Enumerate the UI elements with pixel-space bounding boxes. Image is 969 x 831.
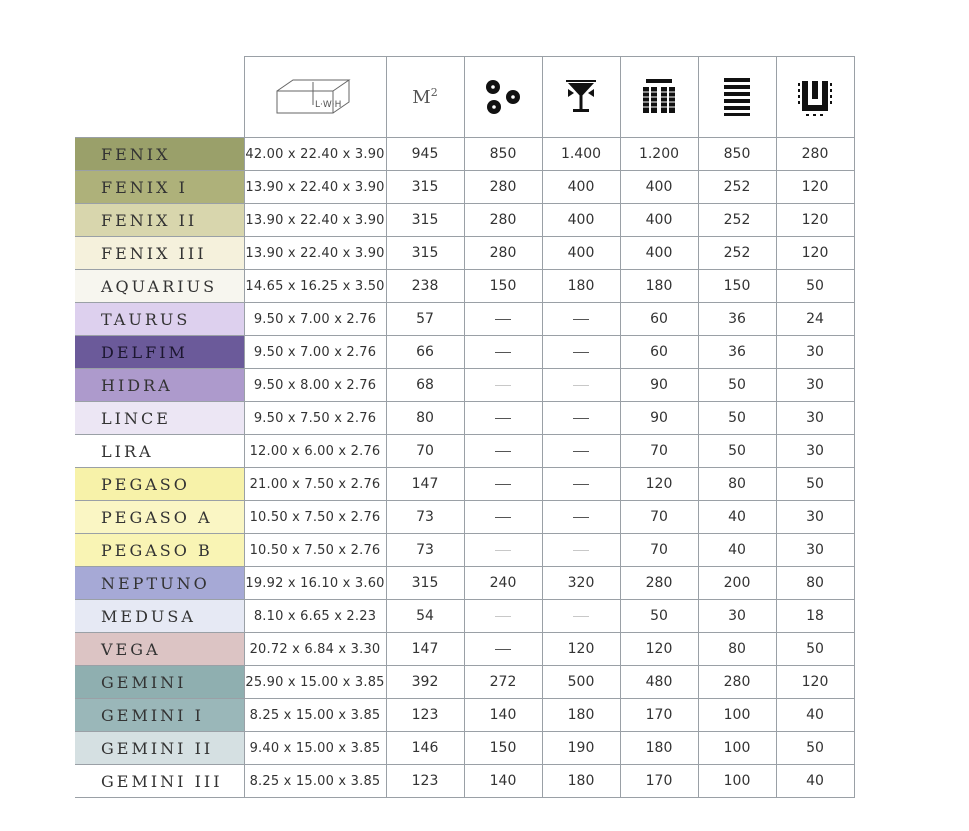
room-dimensions: 13.90 x 22.40 x 3.90 bbox=[244, 237, 386, 270]
table-row bbox=[75, 501, 854, 534]
not-available-dash bbox=[573, 517, 589, 518]
classroom-capacity: 200 bbox=[698, 567, 776, 600]
not-available-dash bbox=[495, 517, 511, 518]
room-name: MEDUSA bbox=[75, 600, 244, 633]
header-row bbox=[75, 57, 854, 138]
theatre-capacity: 60 bbox=[620, 336, 698, 369]
round-tables-icon bbox=[464, 57, 542, 138]
u-shape-capacity: 40 bbox=[776, 699, 854, 732]
u-shape-capacity: 24 bbox=[776, 303, 854, 336]
banquet-capacity: 280 bbox=[464, 171, 542, 204]
cocktail-capacity bbox=[542, 402, 620, 435]
not-available-dash bbox=[495, 352, 511, 353]
u-shape-capacity: 50 bbox=[776, 468, 854, 501]
classroom-capacity: 252 bbox=[698, 171, 776, 204]
room-area: 315 bbox=[386, 171, 464, 204]
not-available-dash bbox=[495, 451, 511, 452]
not-available-dash bbox=[573, 352, 589, 353]
room-dimensions: 9.40 x 15.00 x 3.85 bbox=[244, 732, 386, 765]
table-row bbox=[75, 633, 854, 666]
room-dimensions: 25.90 x 15.00 x 3.85 bbox=[244, 666, 386, 699]
room-dimensions: 9.50 x 7.50 x 2.76 bbox=[244, 402, 386, 435]
cocktail-capacity: 180 bbox=[542, 699, 620, 732]
capacity-table bbox=[75, 56, 855, 798]
room-dimensions: 14.65 x 16.25 x 3.50 bbox=[244, 270, 386, 303]
table-row bbox=[75, 600, 854, 633]
classroom-capacity: 50 bbox=[698, 435, 776, 468]
theatre-capacity: 170 bbox=[620, 765, 698, 798]
table-row bbox=[75, 468, 854, 501]
not-available-dash bbox=[573, 385, 589, 386]
u-shape-capacity: 30 bbox=[776, 501, 854, 534]
table-row bbox=[75, 303, 854, 336]
room-area: 123 bbox=[386, 765, 464, 798]
banquet-capacity: 272 bbox=[464, 666, 542, 699]
room-dimensions: 9.50 x 7.00 x 2.76 bbox=[244, 303, 386, 336]
area-header bbox=[386, 57, 464, 138]
banquet-capacity: 280 bbox=[464, 237, 542, 270]
theatre-capacity: 400 bbox=[620, 204, 698, 237]
not-available-dash bbox=[495, 649, 511, 650]
room-area: 80 bbox=[386, 402, 464, 435]
table-row bbox=[75, 171, 854, 204]
room-area: 392 bbox=[386, 666, 464, 699]
banquet-capacity: 850 bbox=[464, 138, 542, 171]
room-area: 315 bbox=[386, 567, 464, 600]
cocktail-capacity bbox=[542, 468, 620, 501]
cocktail-capacity bbox=[542, 435, 620, 468]
banquet-capacity: 240 bbox=[464, 567, 542, 600]
room-dimensions: 9.50 x 7.00 x 2.76 bbox=[244, 336, 386, 369]
theatre-capacity: 70 bbox=[620, 435, 698, 468]
not-available-dash bbox=[495, 319, 511, 320]
table-row bbox=[75, 435, 854, 468]
room-area: 315 bbox=[386, 237, 464, 270]
not-available-dash bbox=[495, 616, 511, 617]
theatre-capacity: 180 bbox=[620, 732, 698, 765]
room-name: FENIX II bbox=[75, 204, 244, 237]
room-area: 68 bbox=[386, 369, 464, 402]
classroom-capacity: 80 bbox=[698, 633, 776, 666]
cocktail-capacity bbox=[542, 600, 620, 633]
room-name: PEGASO A bbox=[75, 501, 244, 534]
room-area: 73 bbox=[386, 501, 464, 534]
theatre-capacity: 50 bbox=[620, 600, 698, 633]
dims-header-label: L·W·H bbox=[315, 100, 342, 110]
cocktail-capacity: 400 bbox=[542, 171, 620, 204]
cocktail-capacity: 400 bbox=[542, 237, 620, 270]
room-name: LIRA bbox=[75, 435, 244, 468]
room-area: 73 bbox=[386, 534, 464, 567]
u-shape-capacity: 120 bbox=[776, 237, 854, 270]
theatre-capacity: 400 bbox=[620, 237, 698, 270]
cocktail-capacity: 500 bbox=[542, 666, 620, 699]
cocktail-capacity: 400 bbox=[542, 204, 620, 237]
cocktail-capacity: 180 bbox=[542, 765, 620, 798]
room-dimensions: 12.00 x 6.00 x 2.76 bbox=[244, 435, 386, 468]
classroom-capacity: 36 bbox=[698, 303, 776, 336]
banquet-capacity bbox=[464, 402, 542, 435]
classroom-capacity: 40 bbox=[698, 501, 776, 534]
room-name: PEGASO bbox=[75, 468, 244, 501]
room-area: 66 bbox=[386, 336, 464, 369]
u-shape-layout-icon bbox=[776, 57, 854, 138]
theatre-layout-icon bbox=[620, 57, 698, 138]
not-available-dash bbox=[573, 484, 589, 485]
table-row bbox=[75, 666, 854, 699]
theatre-capacity: 180 bbox=[620, 270, 698, 303]
room-name: FENIX bbox=[75, 138, 244, 171]
not-available-dash bbox=[495, 484, 511, 485]
u-shape-capacity: 30 bbox=[776, 402, 854, 435]
classroom-capacity: 100 bbox=[698, 732, 776, 765]
banquet-capacity: 150 bbox=[464, 732, 542, 765]
table-row bbox=[75, 336, 854, 369]
u-shape-capacity: 50 bbox=[776, 732, 854, 765]
u-shape-capacity: 30 bbox=[776, 534, 854, 567]
banquet-capacity bbox=[464, 600, 542, 633]
header-corner bbox=[75, 57, 244, 138]
cocktail-icon bbox=[542, 57, 620, 138]
area-unit-label: $M^2$ bbox=[412, 86, 438, 108]
room-name: FENIX I bbox=[75, 171, 244, 204]
u-shape-capacity: 120 bbox=[776, 171, 854, 204]
theatre-capacity: 480 bbox=[620, 666, 698, 699]
theatre-capacity: 120 bbox=[620, 633, 698, 666]
banquet-capacity: 140 bbox=[464, 699, 542, 732]
theatre-capacity: 120 bbox=[620, 468, 698, 501]
room-name: VEGA bbox=[75, 633, 244, 666]
cocktail-capacity bbox=[542, 534, 620, 567]
room-name: FENIX III bbox=[75, 237, 244, 270]
u-shape-capacity: 30 bbox=[776, 369, 854, 402]
room-name: GEMINI bbox=[75, 666, 244, 699]
room-name: GEMINI II bbox=[75, 732, 244, 765]
room-area: 945 bbox=[386, 138, 464, 171]
classroom-capacity: 80 bbox=[698, 468, 776, 501]
classroom-capacity: 850 bbox=[698, 138, 776, 171]
banquet-capacity bbox=[464, 501, 542, 534]
room-name: PEGASO B bbox=[75, 534, 244, 567]
banquet-capacity bbox=[464, 468, 542, 501]
u-shape-capacity: 40 bbox=[776, 765, 854, 798]
classroom-capacity: 50 bbox=[698, 369, 776, 402]
theatre-capacity: 170 bbox=[620, 699, 698, 732]
room-area: 147 bbox=[386, 633, 464, 666]
classroom-capacity: 100 bbox=[698, 699, 776, 732]
room-dimensions: 13.90 x 22.40 x 3.90 bbox=[244, 204, 386, 237]
room-dimensions: 8.25 x 15.00 x 3.85 bbox=[244, 699, 386, 732]
classroom-capacity: 100 bbox=[698, 765, 776, 798]
room-dimensions: 19.92 x 16.10 x 3.60 bbox=[244, 567, 386, 600]
classroom-capacity: 252 bbox=[698, 204, 776, 237]
box-dimensions-icon bbox=[244, 57, 386, 138]
room-dimensions: 20.72 x 6.84 x 3.30 bbox=[244, 633, 386, 666]
table-row bbox=[75, 765, 854, 798]
room-area: 123 bbox=[386, 699, 464, 732]
room-dimensions: 42.00 x 22.40 x 3.90 bbox=[244, 138, 386, 171]
room-area: 238 bbox=[386, 270, 464, 303]
room-area: 146 bbox=[386, 732, 464, 765]
table-row bbox=[75, 369, 854, 402]
theatre-capacity: 400 bbox=[620, 171, 698, 204]
not-available-dash bbox=[573, 451, 589, 452]
banquet-capacity bbox=[464, 633, 542, 666]
banquet-capacity bbox=[464, 303, 542, 336]
banquet-capacity bbox=[464, 336, 542, 369]
theatre-capacity: 70 bbox=[620, 501, 698, 534]
room-dimensions: 13.90 x 22.40 x 3.90 bbox=[244, 171, 386, 204]
u-shape-capacity: 18 bbox=[776, 600, 854, 633]
u-shape-capacity: 280 bbox=[776, 138, 854, 171]
classroom-capacity: 150 bbox=[698, 270, 776, 303]
table-row bbox=[75, 402, 854, 435]
room-area: 70 bbox=[386, 435, 464, 468]
cocktail-capacity bbox=[542, 369, 620, 402]
cocktail-capacity: 180 bbox=[542, 270, 620, 303]
room-dimensions: 21.00 x 7.50 x 2.76 bbox=[244, 468, 386, 501]
theatre-capacity: 280 bbox=[620, 567, 698, 600]
room-area: 147 bbox=[386, 468, 464, 501]
room-dimensions: 8.25 x 15.00 x 3.85 bbox=[244, 765, 386, 798]
theatre-capacity: 1.200 bbox=[620, 138, 698, 171]
u-shape-capacity: 120 bbox=[776, 666, 854, 699]
cocktail-capacity bbox=[542, 501, 620, 534]
banquet-capacity bbox=[464, 369, 542, 402]
not-available-dash bbox=[495, 385, 511, 386]
room-area: 54 bbox=[386, 600, 464, 633]
u-shape-capacity: 50 bbox=[776, 270, 854, 303]
room-area: 315 bbox=[386, 204, 464, 237]
classroom-capacity: 36 bbox=[698, 336, 776, 369]
u-shape-capacity: 120 bbox=[776, 204, 854, 237]
room-name: HIDRA bbox=[75, 369, 244, 402]
not-available-dash bbox=[573, 550, 589, 551]
classroom-capacity: 30 bbox=[698, 600, 776, 633]
u-shape-capacity: 30 bbox=[776, 435, 854, 468]
not-available-dash bbox=[573, 616, 589, 617]
table-row bbox=[75, 270, 854, 303]
room-name: DELFIM bbox=[75, 336, 244, 369]
room-dimensions: 10.50 x 7.50 x 2.76 bbox=[244, 501, 386, 534]
room-name: GEMINI I bbox=[75, 699, 244, 732]
table-row bbox=[75, 567, 854, 600]
not-available-dash bbox=[495, 418, 511, 419]
not-available-dash bbox=[573, 319, 589, 320]
table-row bbox=[75, 204, 854, 237]
u-shape-capacity: 80 bbox=[776, 567, 854, 600]
room-name: LINCE bbox=[75, 402, 244, 435]
classroom-layout-icon bbox=[698, 57, 776, 138]
not-available-dash bbox=[573, 418, 589, 419]
banquet-capacity: 150 bbox=[464, 270, 542, 303]
cocktail-capacity bbox=[542, 303, 620, 336]
not-available-dash bbox=[495, 550, 511, 551]
room-name: TAURUS bbox=[75, 303, 244, 336]
table-row bbox=[75, 138, 854, 171]
theatre-capacity: 70 bbox=[620, 534, 698, 567]
table-row bbox=[75, 699, 854, 732]
banquet-capacity bbox=[464, 534, 542, 567]
room-area: 57 bbox=[386, 303, 464, 336]
room-name: NEPTUNO bbox=[75, 567, 244, 600]
room-dimensions: 10.50 x 7.50 x 2.76 bbox=[244, 534, 386, 567]
theatre-capacity: 90 bbox=[620, 369, 698, 402]
room-dimensions: 9.50 x 8.00 x 2.76 bbox=[244, 369, 386, 402]
u-shape-capacity: 50 bbox=[776, 633, 854, 666]
classroom-capacity: 40 bbox=[698, 534, 776, 567]
room-name: GEMINI III bbox=[75, 765, 244, 798]
cocktail-capacity: 190 bbox=[542, 732, 620, 765]
banquet-capacity bbox=[464, 435, 542, 468]
classroom-capacity: 280 bbox=[698, 666, 776, 699]
classroom-capacity: 50 bbox=[698, 402, 776, 435]
cocktail-capacity: 320 bbox=[542, 567, 620, 600]
room-dimensions: 8.10 x 6.65 x 2.23 bbox=[244, 600, 386, 633]
banquet-capacity: 280 bbox=[464, 204, 542, 237]
table-row bbox=[75, 732, 854, 765]
table-row bbox=[75, 237, 854, 270]
theatre-capacity: 90 bbox=[620, 402, 698, 435]
theatre-capacity: 60 bbox=[620, 303, 698, 336]
cocktail-capacity: 1.400 bbox=[542, 138, 620, 171]
banquet-capacity: 140 bbox=[464, 765, 542, 798]
cocktail-capacity bbox=[542, 336, 620, 369]
u-shape-capacity: 30 bbox=[776, 336, 854, 369]
classroom-capacity: 252 bbox=[698, 237, 776, 270]
table-row bbox=[75, 534, 854, 567]
cocktail-capacity: 120 bbox=[542, 633, 620, 666]
room-name: AQUARIUS bbox=[75, 270, 244, 303]
